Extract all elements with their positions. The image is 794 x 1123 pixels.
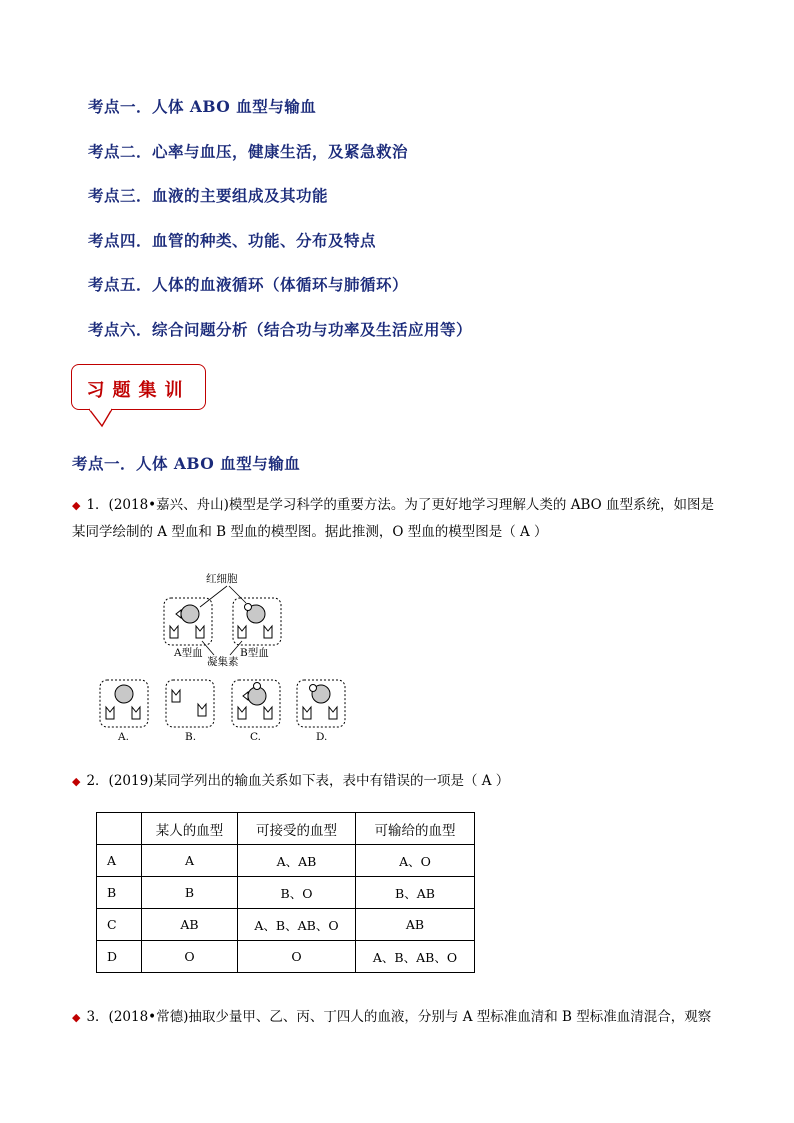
table-cell: A、B、AB、O — [356, 941, 475, 973]
table-cell: B — [142, 877, 238, 909]
question-3 — [72, 1004, 732, 1031]
q2-line1: 2．(2019)某同学列出的输血关系如下表，表中有错误的一项是（ A ） — [86, 773, 510, 789]
q1-line1: 1．(2018•嘉兴、舟山)模型是学习科学的重要方法。为了更好地学习理解人类的 ABO 血型系统，如图是 — [86, 497, 714, 513]
diamond-bullet-icon: ◆ — [72, 1011, 81, 1024]
table-row — [97, 877, 475, 909]
diamond-bullet-icon: ◆ — [72, 775, 81, 788]
table-cell: B、O — [238, 877, 356, 909]
toc-list — [88, 96, 472, 364]
label-a-type: A型血 — [174, 647, 203, 659]
transfusion-table — [96, 812, 475, 973]
table-cell: B — [97, 877, 142, 909]
q1-line2: 某同学绘制的 A 型血和 B 型血的模型图。据此推测，O 型血的模型图是（ A ） — [72, 524, 548, 540]
label-b-type: B型血 — [240, 647, 269, 659]
option-b-label: B. — [185, 731, 197, 743]
badge-tail-icon — [88, 408, 118, 430]
table-cell: AB — [356, 909, 475, 941]
table-cell: D — [97, 941, 142, 973]
option-a-label: A. — [118, 731, 129, 743]
toc-item-3[interactable]: 考点三．血液的主要组成及其功能 — [88, 186, 329, 206]
q3-line1: 3．(2018•常德)抽取少量甲、乙、丙、丁四人的血液，分别与 A 型标准血清和 B 型标准血清混合，观察 — [86, 1009, 712, 1025]
label-agglutinin: 凝集素 — [207, 656, 239, 668]
label-rbc: 红细胞 — [206, 573, 238, 585]
option-c-label: C. — [250, 731, 261, 743]
table-cell: O — [142, 941, 238, 973]
table-cell: A、O — [356, 845, 475, 877]
table-cell: B、AB — [356, 877, 475, 909]
toc-item-4[interactable]: 考点四．血管的种类、功能、分布及特点 — [88, 230, 377, 250]
table-cell: C — [97, 909, 142, 941]
table-header-cell — [97, 813, 142, 845]
table-cell: AB — [142, 909, 238, 941]
toc-item-6[interactable]: 考点六．综合问题分析（结合功与功率及生活应用等） — [88, 319, 473, 339]
table-cell: O — [238, 941, 356, 973]
table-row — [97, 845, 475, 877]
question-2 — [72, 768, 732, 795]
question-1 — [72, 492, 732, 546]
blood-type-figure — [96, 565, 356, 750]
table-cell: A — [142, 845, 238, 877]
table-header-row — [97, 813, 475, 845]
diamond-bullet-icon: ◆ — [72, 499, 81, 512]
table-cell: A — [97, 845, 142, 877]
table-cell: A、B、AB、O — [238, 909, 356, 941]
section-heading: 考点一．人体 ABO 血型与输血 — [72, 454, 301, 473]
table-header-cell: 可输给的血型 — [356, 813, 475, 845]
badge-label: 习题集训 — [86, 380, 191, 401]
table-cell: A、AB — [238, 845, 356, 877]
table-header-cell: 可接受的血型 — [238, 813, 356, 845]
table-row — [97, 941, 475, 973]
toc-item-5[interactable]: 考点五．人体的血液循环（体循环与肺循环） — [88, 275, 409, 295]
option-d-label: D. — [316, 731, 328, 743]
toc-item-2[interactable]: 考点二．心率与血压，健康生活，及紧急救治 — [88, 141, 409, 161]
table-header-cell: 某人的血型 — [142, 813, 238, 845]
toc-item-1[interactable]: 考点一．人体 ABO 血型与输血 — [88, 97, 317, 116]
table-row — [97, 909, 475, 941]
exercise-badge — [71, 364, 206, 410]
